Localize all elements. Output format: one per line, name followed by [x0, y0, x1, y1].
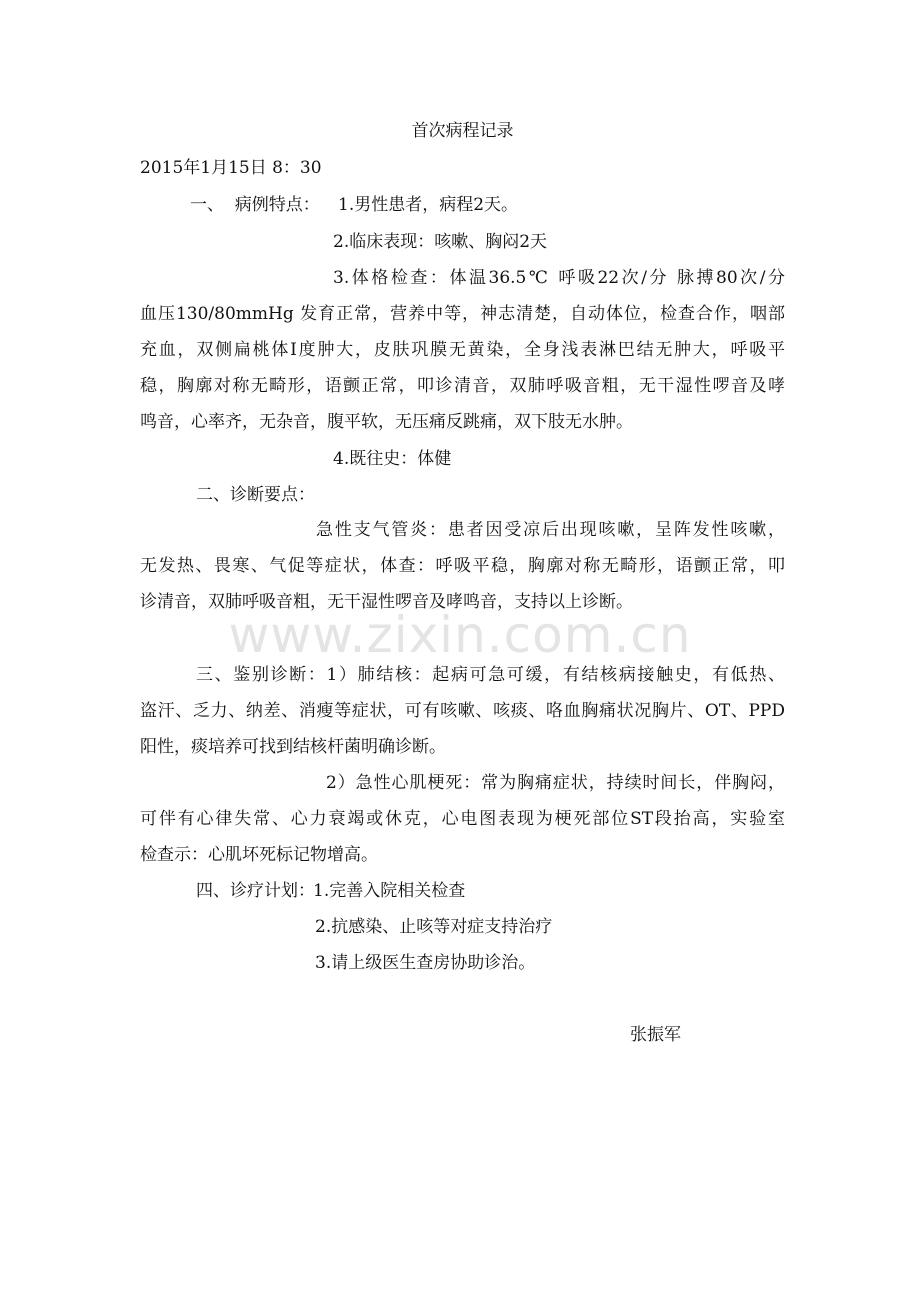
- case-feature-item-4: 4.既往史：体健: [333, 449, 452, 469]
- section1-heading: 一、 病例特点：: [190, 195, 320, 215]
- section2-heading: 二、诊断要点：: [196, 485, 315, 505]
- diagnosis-line: 急性支气管炎：患者因受凉后出现咳嗽，呈阵发性咳嗽，: [316, 520, 785, 540]
- differential-line: 阳性，痰培养可找到结核杆菌明确诊断。: [140, 737, 446, 757]
- differential-line: 三、鉴别诊断：1）肺结核：起病可急可缓，有结核病接触史，有低热、: [196, 665, 785, 685]
- treatment-plan-item-3: 3.请上级医生查房协助诊治。: [315, 953, 536, 973]
- section4-heading: 四、诊疗计划：: [196, 881, 315, 901]
- differential-line-2: 检查示：心肌坏死标记物增高。: [140, 845, 378, 865]
- physical-exam-line: 血压130/80mmHg 发育正常，营养中等，神志清楚，自动体位，检查合作，咽部: [140, 304, 785, 324]
- document-page: [140, 0, 785, 1302]
- record-datetime: 2015年1月15日 8：30: [140, 158, 322, 178]
- case-feature-item-1: 1.男性患者，病程2天。: [338, 195, 519, 215]
- doctor-signature: 张振军: [630, 1025, 681, 1045]
- diagnosis-line: 诊清音，双肺呼吸音粗，无干湿性啰音及哮鸣音，支持以上诊断。: [140, 592, 633, 612]
- physical-exam-line: 稳，胸廓对称无畸形，语颤正常，叩诊清音，双肺呼吸音粗，无干湿性啰音及哮: [140, 376, 785, 396]
- watermark: www.zixin.com.cn: [228, 606, 692, 664]
- physical-exam-line: 3.体格检查：体温36.5℃ 呼吸22次/分 脉搏80次/分: [333, 268, 785, 288]
- treatment-plan-item-1: 1.完善入院相关检查: [313, 881, 466, 901]
- differential-line-2: 2）急性心肌梗死：常为胸痛症状，持续时间长，伴胸闷，: [326, 773, 785, 793]
- diagnosis-line: 无发热、畏寒、气促等症状，体查：呼吸平稳，胸廓对称无畸形，语颤正常，叩: [140, 556, 785, 576]
- physical-exam-line: 鸣音，心率齐，无杂音，腹平软，无压痛反跳痛，双下肢无水肿。: [140, 412, 633, 432]
- physical-exam-line: 充血，双侧扁桃体Ⅰ度肿大，皮肤巩膜无黄染，全身浅表淋巴结无肿大，呼吸平: [140, 340, 785, 360]
- treatment-plan-item-2: 2.抗感染、止咳等对症支持治疗: [315, 917, 553, 937]
- case-feature-item-2: 2.临床表现：咳嗽、胸闷2天: [333, 232, 548, 252]
- document-title: 首次病程记录: [411, 121, 514, 141]
- differential-line: 盗汗、乏力、纳差、消瘦等症状，可有咳嗽、咳痰、咯血胸痛状况胸片、OT、PPD: [140, 701, 785, 721]
- differential-line-2: 可伴有心律失常、心力衰竭或休克，心电图表现为梗死部位ST段抬高，实验室: [140, 809, 785, 829]
